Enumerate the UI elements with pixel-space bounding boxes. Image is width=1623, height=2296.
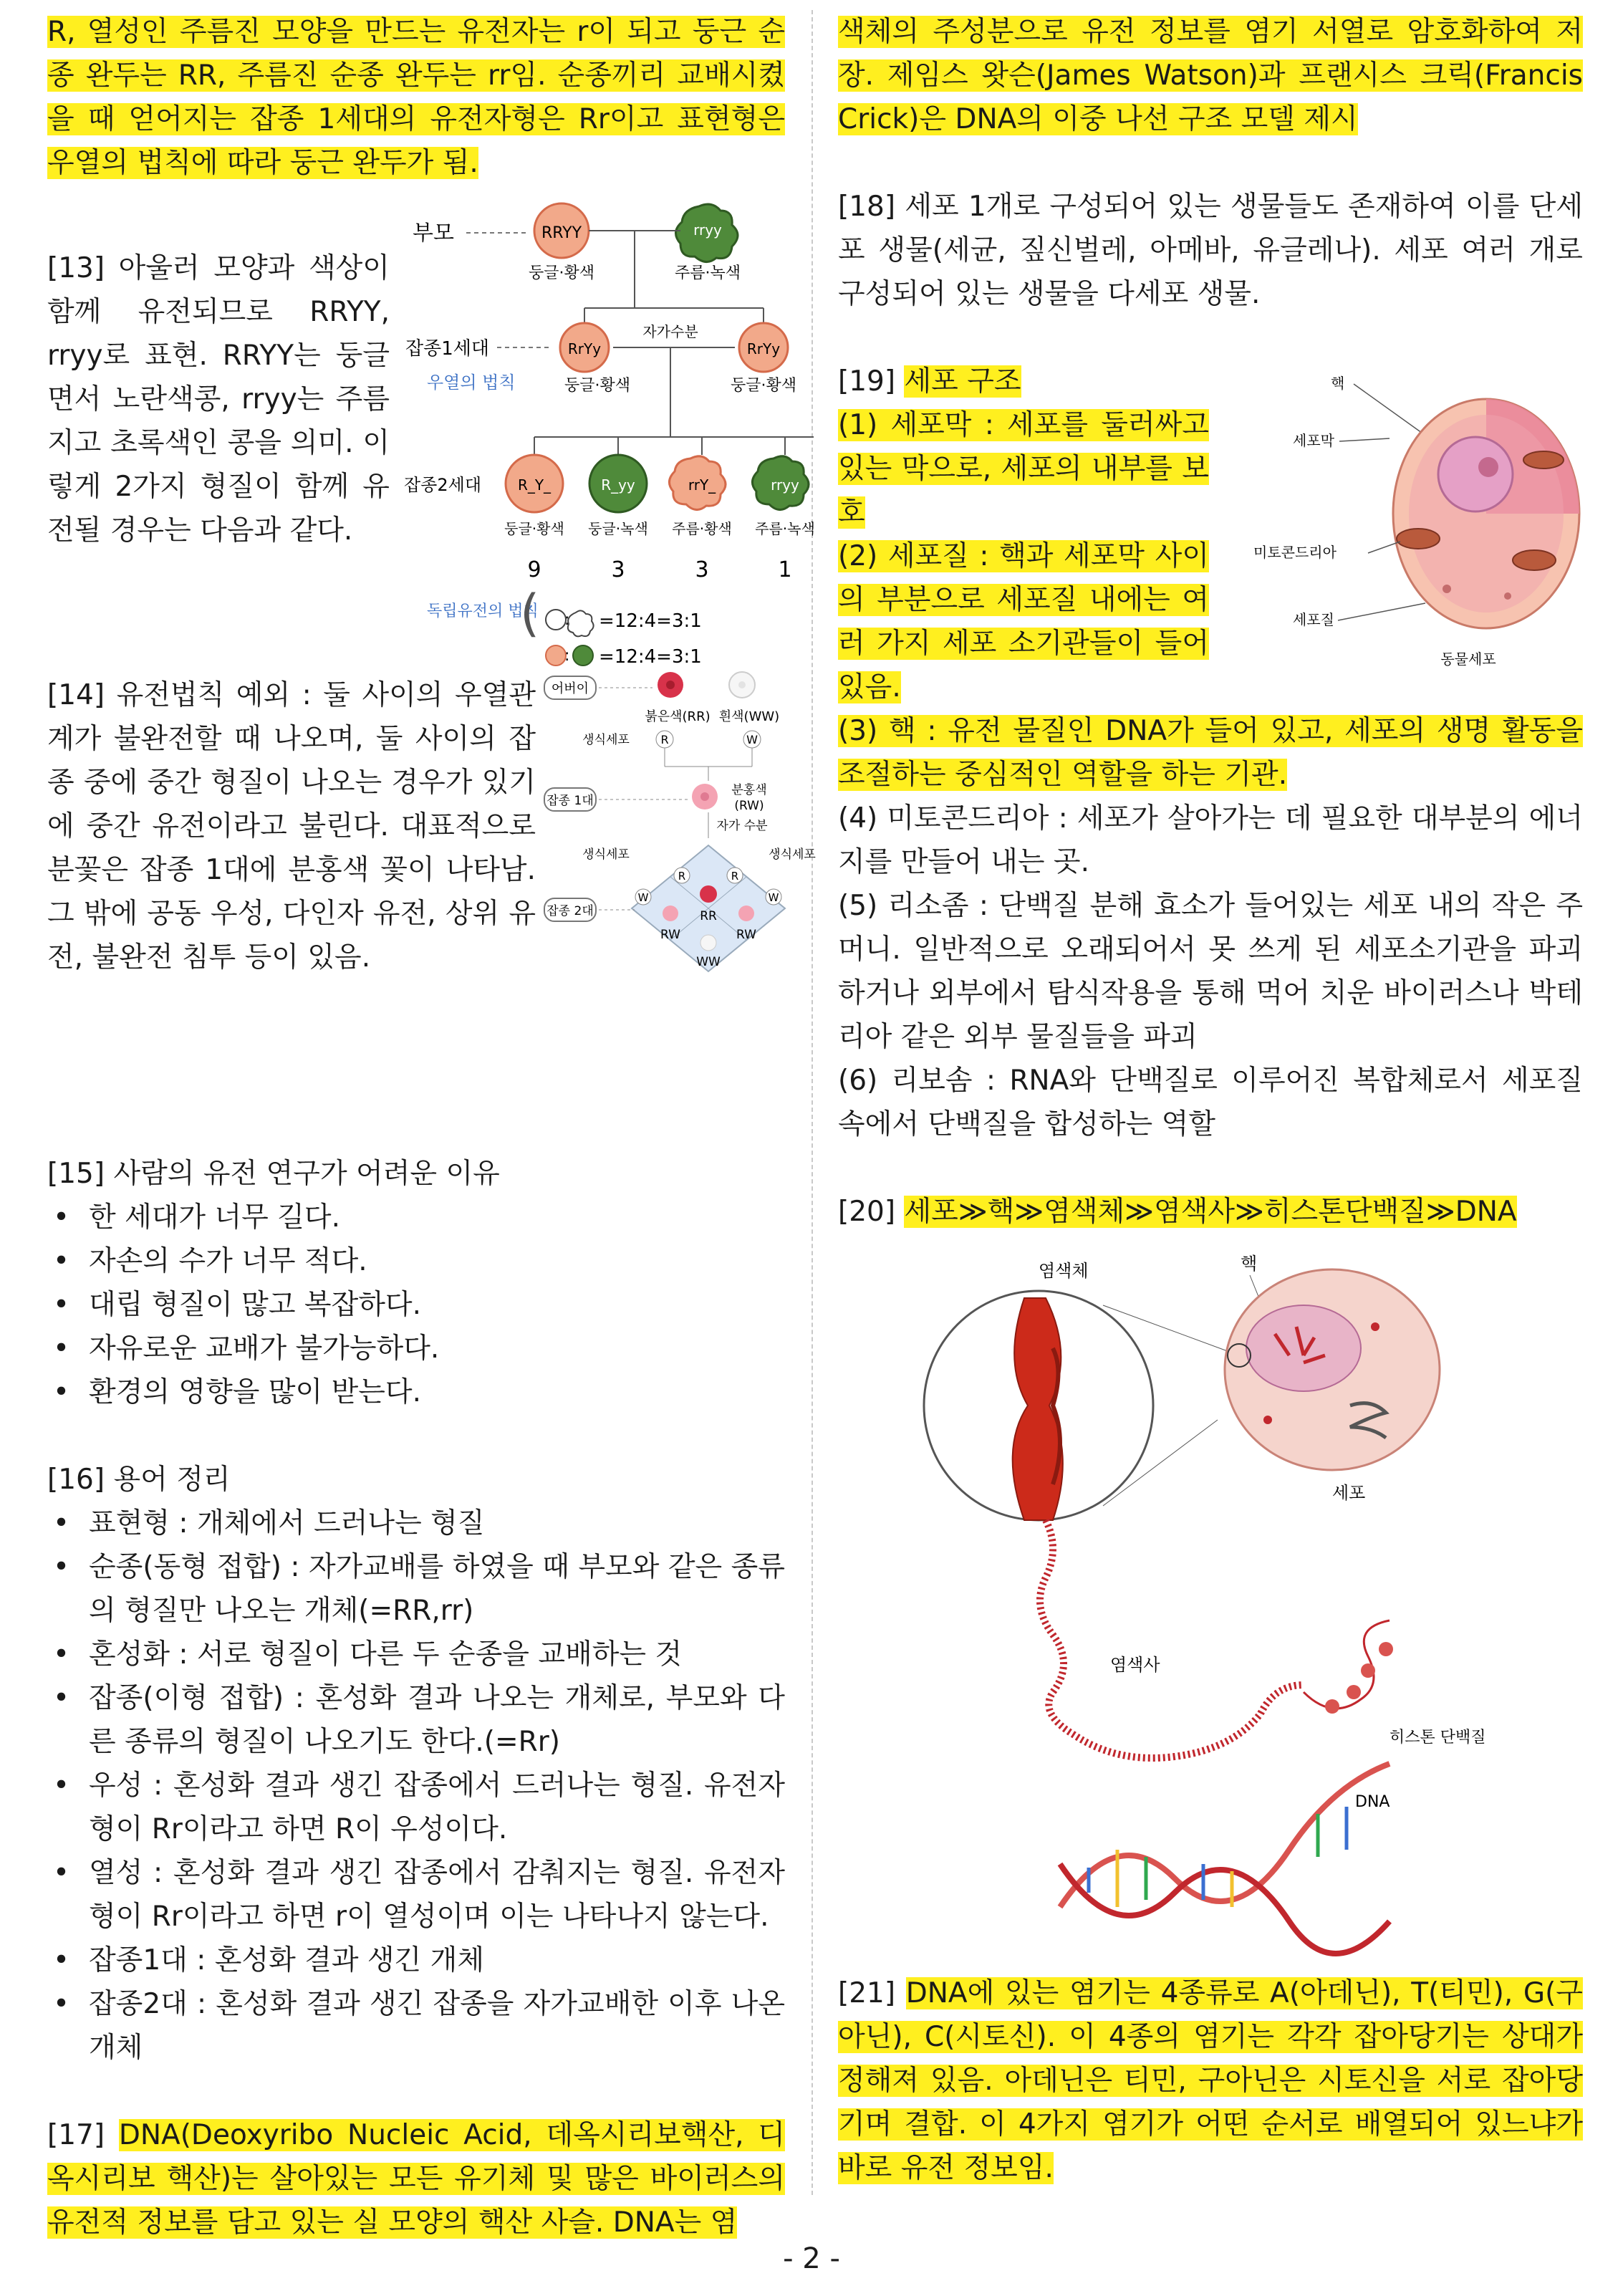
- paragraph-17-continuation: 색체의 주성분으로 유전 정보를 염기 서열로 암호화하여 저장. 제임스 왓슨(James Watson)과 프랜시스 크릭(Francis Crick)은 DNA의 이중 나선 구조 모델 제시: [838, 16, 1583, 135]
- svg-text:RW: RW: [660, 928, 680, 942]
- svg-text:(RW): (RW): [734, 799, 764, 813]
- svg-text::: :: [564, 647, 570, 665]
- svg-text:미토콘드리아: 미토콘드리아: [1253, 544, 1337, 561]
- svg-text:세포: 세포: [1332, 1483, 1366, 1503]
- svg-text:생식세포: 생식세포: [769, 847, 816, 862]
- list-item: • 대립 형질이 많고 복잡하다.: [47, 1283, 785, 1327]
- right-column: [838, 10, 1583, 2190]
- svg-text:RR: RR: [700, 909, 717, 923]
- list-15: [47, 1196, 785, 1414]
- svg-text:RRYY: RRYY: [541, 224, 582, 242]
- svg-text:9: 9: [527, 557, 541, 582]
- svg-text:둥글·황색: 둥글·황색: [730, 377, 797, 395]
- svg-text:염색체: 염색체: [1039, 1261, 1089, 1281]
- parent-label: 부모: [413, 221, 454, 246]
- item-19-4: (4) 미토콘드리아 : 세포가 살아가는 데 필요한 대부분의 에너지를 만들어 내는 곳.: [838, 802, 1583, 878]
- section-13: [47, 215, 815, 673]
- svg-text:RrYy: RrYy: [567, 340, 602, 357]
- svg-text:자가 수분: 자가 수분: [716, 819, 768, 833]
- list-item: • 잡종2대 : 혼성화 결과 생긴 잡종을 자가교배한 이후 나온 개체: [47, 1982, 785, 2070]
- svg-text:둥글·녹색: 둥글·녹색: [588, 520, 648, 537]
- svg-text:R: R: [660, 733, 669, 746]
- svg-text:(: (: [520, 584, 540, 643]
- item-19-2: (2) 세포질 : 핵과 세포막 사이의 부분으로 세포질 내에는 여러 가지 세포 소기관들이 들어 있음.: [838, 540, 1209, 703]
- svg-text:붉은색(RR): 붉은색(RR): [645, 709, 711, 724]
- svg-text:히스톤 단백질: 히스톤 단백질: [1390, 1729, 1486, 1747]
- svg-text:생식세포: 생식세포: [582, 847, 630, 862]
- svg-text:동물세포: 동물세포: [1440, 650, 1496, 668]
- svg-text:3: 3: [611, 557, 625, 582]
- svg-text:흰색(WW): 흰색(WW): [718, 709, 780, 724]
- svg-text:둥글·황색: 둥글·황색: [504, 520, 564, 537]
- svg-text:=12:4=3:1: =12:4=3:1: [599, 646, 702, 668]
- svg-text:R_yy: R_yy: [601, 476, 635, 494]
- svg-text:둥글·황색: 둥글·황색: [564, 377, 631, 395]
- paragraph-17: [17] DNA(Deoxyribo Nucleic Acid, 데옥시리보핵산, 디옥시리보 핵산)는 살아있는 모든 유기체 및 많은 바이러스의 유전적 정보를 담고 있는 실 모양의 핵산 사슬. DNA는 염: [47, 2119, 785, 2239]
- list-item: • 혼성화 : 서로 형질이 다른 두 순종을 교배하는 것: [47, 1633, 785, 1676]
- section-19: [838, 360, 1583, 1146]
- svg-text:rryy: rryy: [693, 221, 722, 239]
- svg-text:W: W: [746, 733, 758, 746]
- dna-helix: [1060, 1764, 1390, 1907]
- svg-text:rrY_: rrY_: [688, 476, 716, 494]
- animal-cell-figure: [1253, 360, 1583, 675]
- list-item: • 자유로운 교배가 불가능하다.: [47, 1327, 785, 1370]
- section-14: [47, 679, 816, 1239]
- heading-19: [19] 세포 구조: [838, 365, 1021, 398]
- svg-text:R_Y_: R_Y_: [517, 476, 552, 494]
- heading-20: [20] 세포≫핵≫염색체≫염색사≫히스톤단백질≫DNA: [838, 1196, 1517, 1228]
- heading-15: [15] 사람의 유전 연구가 어려운 이유: [47, 1158, 500, 1190]
- svg-text:DNA: DNA: [1355, 1793, 1390, 1811]
- item-19-6: (6) 리보솜 : RNA와 단백질로 이루어진 복합체로서 세포질 속에서 단백질을 합성하는 역할: [838, 1065, 1583, 1140]
- svg-text:1: 1: [778, 557, 792, 582]
- list-16: [47, 1502, 785, 2070]
- svg-text:rryy: rryy: [771, 476, 799, 494]
- svg-text:주름·녹색: 주름·녹색: [755, 520, 815, 537]
- list-item: • 한 세대가 너무 길다.: [47, 1196, 785, 1239]
- svg-text:RrYy: RrYy: [746, 340, 781, 357]
- list-item: • 표현형 : 개체에서 드러나는 형질: [47, 1502, 785, 1545]
- svg-text:W: W: [768, 891, 779, 904]
- item-19-5: (5) 리소좀 : 단백질 분해 효소가 들어있는 세포 내의 작은 주머니. 일반적으로 오래되어서 못 쓰게 된 세포소기관을 파괴하거나 외부에서 탐식작용을 통해 먹어 치운 바이러스나 박테리아 같은 외부 물질들을 파괴: [838, 890, 1583, 1053]
- svg-text:3: 3: [695, 557, 709, 582]
- list-item: • 순종(동형 접합) : 자가교배를 하였을 때 부모와 같은 종류의 형질만 나오는 개체(=RR,rr): [47, 1545, 785, 1633]
- paragraph-13: [13] 아울러 모양과 색상이 함께 유전되므로 RRYY, rryy로 표현. RRYY는 둥글면서 노란색콩, rryy는 주름지고 초록색인 콩을 의미. 이렇게 2가지 형질이 함께 유전될 경우는 다음과 같다.: [47, 252, 390, 547]
- svg-text:독립유전의 법칙: 독립유전의 법칙: [427, 602, 539, 620]
- chromosome-figure: [838, 1234, 1583, 1971]
- svg-text:염색사: 염색사: [1110, 1655, 1160, 1675]
- svg-text:W: W: [637, 891, 649, 904]
- svg-text:분홍색: 분홍색: [731, 783, 767, 797]
- chromosome-hierarchy-diagram: [931, 1248, 1486, 1964]
- svg-text:잡종 2대: 잡종 2대: [546, 904, 594, 918]
- svg-text:세포막: 세포막: [1293, 432, 1334, 449]
- left-column: [47, 10, 816, 2244]
- list-item: • 환경의 영향을 많이 받는다.: [47, 1370, 785, 1414]
- incomplete-dominance-diagram: [541, 666, 828, 981]
- animal-cell-diagram: [1253, 360, 1583, 675]
- svg-text:RW: RW: [736, 928, 756, 942]
- item-19-1: (1) 세포막 : 세포를 둘러싸고 있는 막으로, 세포의 내부를 보호: [838, 409, 1209, 529]
- nucleus: [1438, 437, 1513, 511]
- pea-dihybrid-figure: [404, 201, 815, 688]
- item-19-3: (3) 핵 : 유전 물질인 DNA가 들어 있고, 세포의 생명 활동을 조절하는 중심적인 역할을 하는 기관.: [838, 715, 1583, 791]
- svg-text:핵: 핵: [1241, 1254, 1258, 1274]
- svg-text:주름·황색: 주름·황색: [672, 520, 732, 537]
- svg-text:잡종2세대: 잡종2세대: [404, 475, 482, 495]
- svg-text:핵: 핵: [1331, 375, 1345, 392]
- list-item: • 자손의 수가 너무 적다.: [47, 1239, 785, 1283]
- svg-text::: :: [564, 611, 570, 629]
- paragraph-18: [18] 세포 1개로 구성되어 있는 생물들도 존재하여 이를 단세포 생물(세균, 짚신벌레, 아메바, 유글레나). 세포 여러 개로 구성되어 있는 생물을 다세포 생물.: [838, 191, 1583, 310]
- svg-text:어버이: 어버이: [551, 681, 589, 696]
- svg-text:주름·녹색: 주름·녹색: [674, 264, 741, 282]
- svg-text:우열의 법칙: 우열의 법칙: [427, 373, 516, 393]
- svg-text:세포질: 세포질: [1293, 611, 1334, 628]
- page-number: - 2 -: [783, 2242, 840, 2275]
- four-oclock-flower-figure: [541, 666, 828, 981]
- list-item: • 열성 : 혼성화 결과 생긴 잡종에서 감춰지는 형질. 유전자형이 Rr이라고 하면 r이 열성이며 이는 나타나지 않는다.: [47, 1851, 785, 1939]
- svg-text:WW: WW: [696, 955, 721, 969]
- list-item: • 잡종1대 : 혼성화 결과 생긴 개체: [47, 1939, 785, 1982]
- list-item: • 우성 : 혼성화 결과 생긴 잡종에서 드러나는 형질. 유전자형이 Rr이라고 하면 R이 우성이다.: [47, 1764, 785, 1851]
- svg-text:둥글·황색: 둥글·황색: [528, 264, 595, 282]
- svg-text:R: R: [678, 870, 686, 883]
- list-item: • 잡종(이형 접합) : 혼성화 결과 나오는 개체로, 부모와 다른 종류의 형질이 나오기도 한다.(=Rr): [47, 1676, 785, 1764]
- chromatin: [1040, 1520, 1304, 1758]
- svg-text:잡종 1대: 잡종 1대: [546, 794, 594, 808]
- heading-16: [16] 용어 정리: [47, 1464, 231, 1496]
- pea-dihybrid-diagram: [404, 201, 815, 688]
- svg-text:R: R: [731, 870, 739, 883]
- svg-text:잡종1세대: 잡종1세대: [405, 338, 490, 360]
- column-divider: [812, 10, 813, 2195]
- paragraph-21: [21] DNA에 있는 염기는 4종류로 A(아데닌), T(티민), G(구아닌), C(시토신). 이 4종의 염기는 각각 잡아당기는 상대가 정해져 있음. 아데닌은 티민, 구아닌은 시토신을 서로 잡아당기며 결합. 이 4가지 염기가 어떤 순서로 배열되어 있느냐가 바로 유전 정보임.: [838, 1977, 1583, 2184]
- svg-text:=12:4=3:1: =12:4=3:1: [599, 610, 702, 632]
- paragraph-12-continuation: R, 열성인 주름진 모양을 만드는 유전자는 r이 되고 둥근 순종 완두는 RR, 주름진 순종 완두는 rr임. 순종끼리 교배시켰을 때 얻어지는 잡종 1세대의 유전자형은 Rr이고 표현형은 우열의 법칙에 따라 둥근 완두가 됨.: [47, 16, 785, 179]
- svg-text:자가수분: 자가수분: [642, 323, 698, 340]
- paragraph-14: [14] 유전법칙 예외 : 둘 사이의 우열관계가 불완전할 때 나오며, 둘 사이의 잡종 중에 중간 형질이 나오는 경우가 있기에 중간 유전이라고 불린다. 대표적으로 분꽃은 잡종 1대에 분홍색 꽃이 나타남. 그 밖에 공동 우성, 다인자 유전, 상위 유전, 불완전 침투 등이 있음.: [47, 679, 536, 974]
- svg-text:생식세포: 생식세포: [582, 733, 630, 747]
